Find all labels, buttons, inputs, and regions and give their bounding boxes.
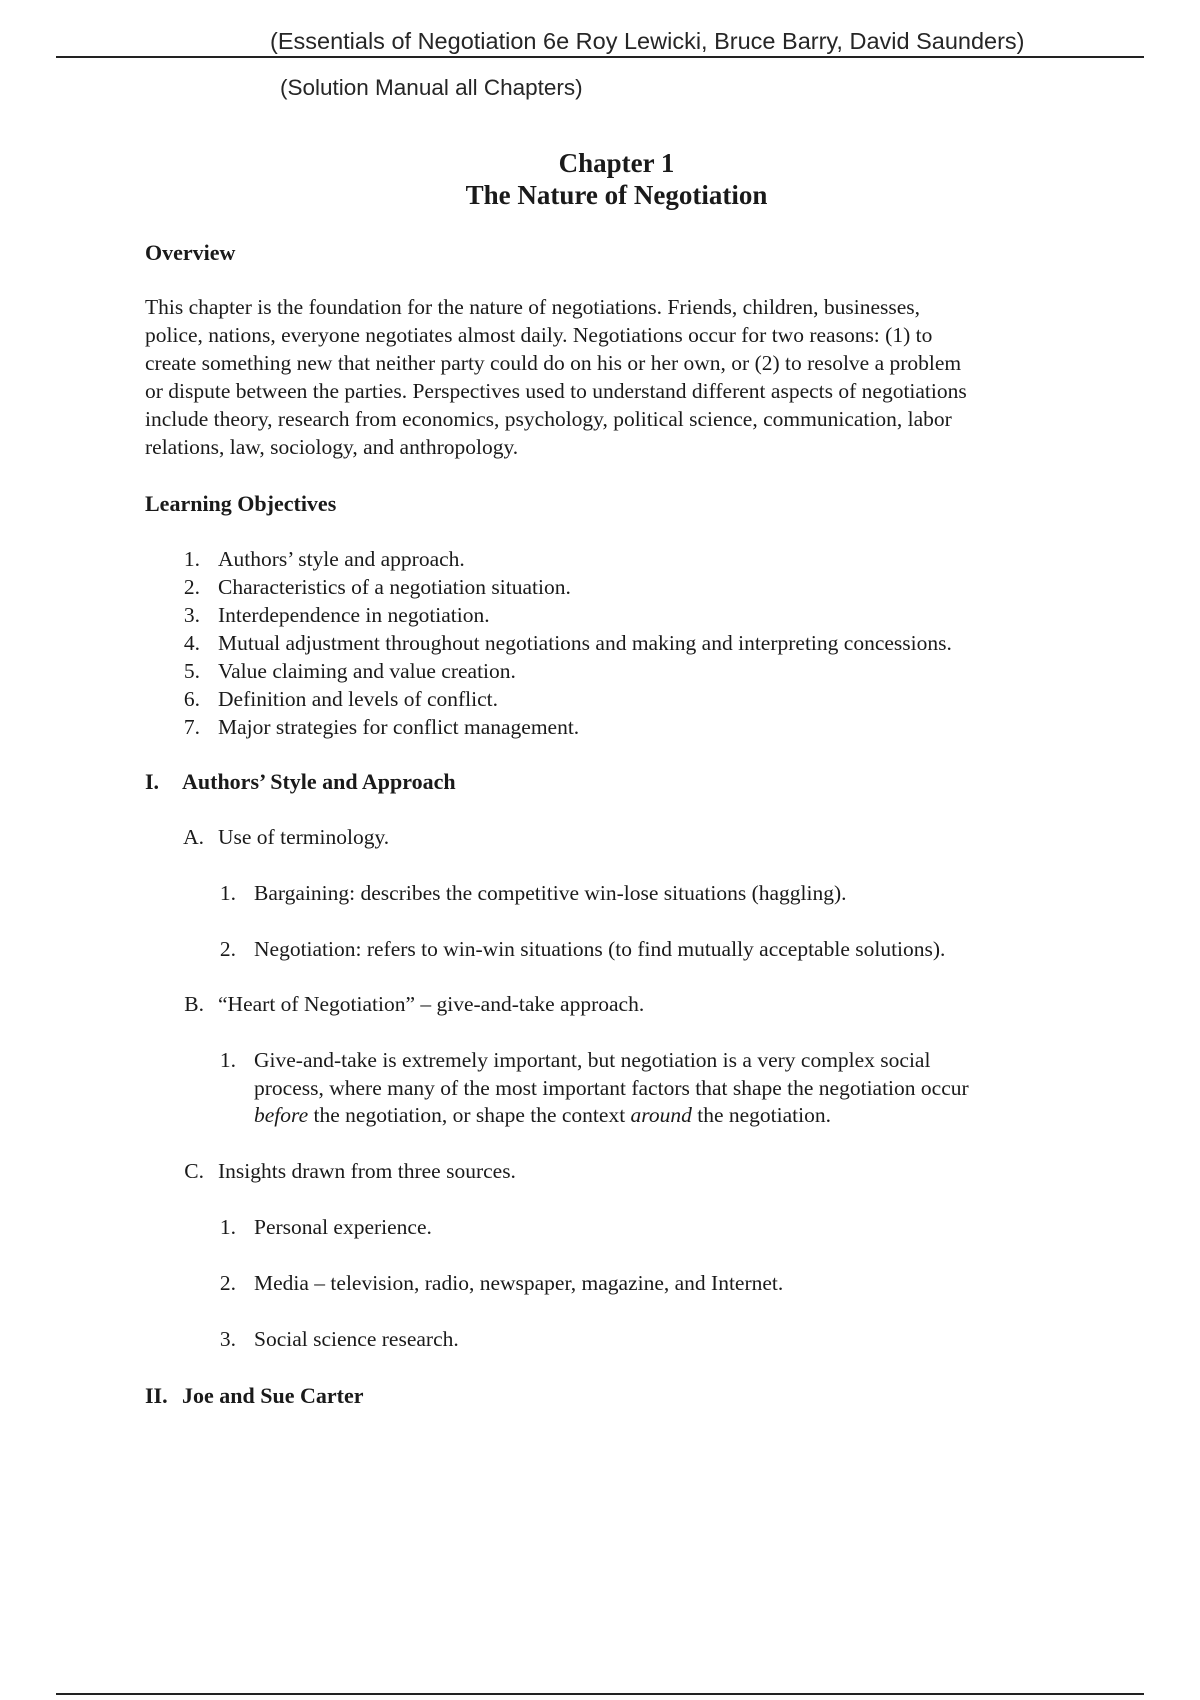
section-numeral: II.	[145, 1383, 168, 1408]
item-number: 1.	[183, 547, 200, 571]
section-title: Authors’ Style and Approach	[182, 769, 456, 794]
subsection-letter: B.	[184, 992, 204, 1016]
item-text: Mutual adjustment throughout negotiations and making and interpreting concessions.	[218, 631, 952, 655]
item-text: Personal experience.	[254, 1215, 432, 1239]
header-subtitle: (Solution Manual all Chapters)	[280, 75, 583, 100]
item-text-line: process, where many of the most important factors that shape the negotiation occur	[254, 1076, 969, 1100]
section-title: Joe and Sue Carter	[182, 1383, 364, 1408]
header-rule	[56, 56, 1144, 58]
learning-objectives-heading: Learning Objectives	[145, 491, 337, 516]
item-number: 2.	[219, 1271, 236, 1295]
item-number: 1.	[219, 1048, 236, 1072]
item-text: Social science research.	[254, 1327, 459, 1351]
subsection-letter: A.	[183, 825, 204, 849]
item-number: 2.	[219, 937, 236, 961]
subsection-text: Insights drawn from three sources.	[218, 1159, 516, 1183]
subsection-text: Use of terminology.	[218, 825, 390, 849]
item-text: Interdependence in negotiation.	[218, 603, 490, 627]
running-header: (Essentials of Negotiation 6e Roy Lewicki, Bruce Barry, David Saunders)	[270, 28, 1025, 54]
item-text-fragment: the negotiation.	[691, 1103, 831, 1127]
item-text: Characteristics of a negotiation situation.	[218, 575, 571, 599]
overview-line: create something new that neither party could do on his or her own, or (2) to resolve a problem	[145, 351, 962, 375]
item-text-line: Give-and-take is extremely important, but negotiation is a very complex social	[254, 1048, 931, 1072]
item-text: Media – television, radio, newspaper, magazine, and Internet.	[254, 1271, 784, 1295]
item-text-fragment: the negotiation, or shape the context	[308, 1103, 631, 1127]
item-number: 2.	[183, 575, 200, 599]
chapter-title: The Nature of Negotiation	[465, 180, 768, 210]
item-text-line	[254, 1101, 831, 1129]
item-text: Value claiming and value creation.	[218, 659, 516, 683]
overview-line: This chapter is the foundation for the nature of negotiations. Friends, children, businesses,	[145, 295, 921, 319]
item-text: Bargaining: describes the competitive win-lose situations (haggling).	[254, 881, 847, 905]
overview-line: include theory, research from economics, psychology, political science, communication, labor	[145, 407, 952, 431]
item-number: 1.	[219, 1215, 236, 1239]
item-text: Negotiation: refers to win-win situations (to find mutually acceptable solutions).	[254, 937, 946, 961]
emphasis-around: around	[630, 1103, 692, 1127]
emphasis-before: before	[254, 1103, 309, 1127]
section-numeral: I.	[145, 769, 160, 794]
item-number: 3.	[219, 1327, 236, 1351]
item-number: 3.	[183, 603, 200, 627]
item-number: 1.	[219, 881, 236, 905]
item-text: Definition and levels of conflict.	[218, 687, 499, 711]
item-number: 6.	[183, 687, 200, 711]
item-number: 7.	[183, 715, 200, 739]
item-text: Major strategies for conflict management.	[218, 715, 580, 739]
item-number: 5.	[183, 659, 200, 683]
subsection-letter: C.	[184, 1159, 204, 1183]
subsection-text: “Heart of Negotiation” – give-and-take approach.	[218, 992, 645, 1016]
overview-line: police, nations, everyone negotiates almost daily. Negotiations occur for two reasons: (1) to	[145, 323, 933, 347]
overview-heading: Overview	[145, 240, 236, 265]
overview-line: relations, law, sociology, and anthropology.	[145, 435, 519, 459]
chapter-number: Chapter 1	[558, 148, 675, 178]
item-text: Authors’ style and approach.	[218, 547, 465, 571]
footer-rule	[56, 1693, 1144, 1695]
overview-paragraph	[145, 293, 1085, 461]
item-number: 4.	[183, 631, 200, 655]
overview-line: or dispute between the parties. Perspectives used to understand different aspects of negotiations	[145, 379, 967, 403]
